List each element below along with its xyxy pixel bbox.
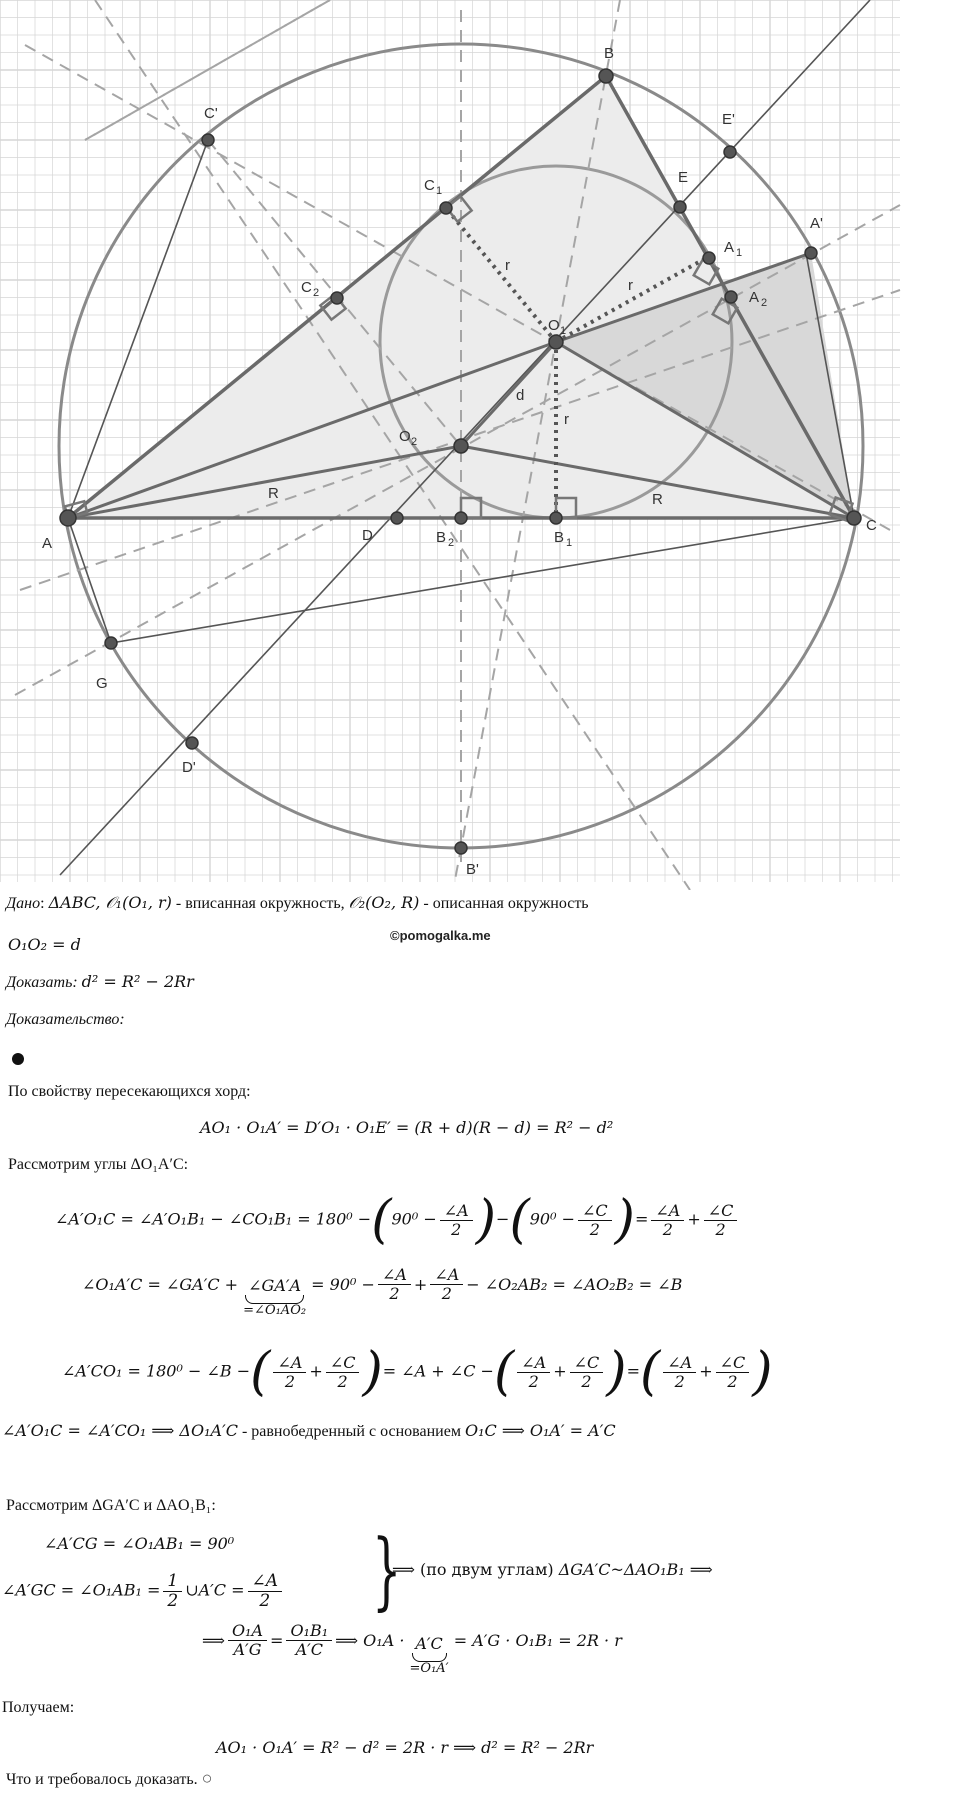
eq3-part-d: = bbox=[626, 1361, 640, 1381]
ratio-underbrace: A′C =O₁A′ bbox=[409, 1634, 449, 1676]
eq1-part-a: ∠A′O₁C = ∠A′O₁B₁ − ∠CO₁B₁ = 180⁰ − bbox=[55, 1209, 372, 1229]
sys2-part-a: ∠A′GC = ∠O₁AB₁ = bbox=[2, 1580, 161, 1600]
point-a2 bbox=[725, 291, 737, 303]
label-c1-sub: 1 bbox=[436, 185, 443, 197]
point-c2 bbox=[331, 292, 343, 304]
label-b1-sub: 1 bbox=[566, 537, 573, 549]
prove-label: Доказать: bbox=[6, 974, 78, 991]
system-line-2 bbox=[2, 1572, 285, 1610]
eq1-part-c: − bbox=[496, 1209, 510, 1229]
label-o2-sub: 2 bbox=[411, 436, 418, 448]
label-ap: A' bbox=[810, 215, 823, 232]
label-a2-sub: 2 bbox=[761, 297, 768, 309]
chords-equation: AO₁ · O₁A′ = D′O₁ · O₁E′ = (R + d)(R − d) = R² − d² bbox=[200, 1118, 614, 1137]
label-r-2: r bbox=[628, 277, 633, 294]
eq2-frac-a2: $\frac{\angle A}{2}$ bbox=[430, 1266, 463, 1302]
eq1-frac-c: $\frac{\angle C}{2}$ bbox=[578, 1202, 612, 1238]
point-ep bbox=[724, 146, 736, 158]
label-r-1: r bbox=[505, 257, 510, 274]
label-d: D bbox=[362, 527, 373, 544]
chords-title: По свойству пересекающихся хорд: bbox=[8, 1083, 251, 1100]
prove-line bbox=[6, 972, 194, 992]
sys2-part-b: ∪A′C = bbox=[185, 1580, 245, 1600]
equation-1 bbox=[55, 1190, 740, 1250]
ratio-part-c: = A′G · O₁B₁ = 2R · r bbox=[453, 1631, 622, 1650]
equation-2 bbox=[82, 1264, 683, 1318]
eq1-paren-close-1: ) bbox=[475, 1190, 497, 1250]
point-a1 bbox=[703, 252, 715, 264]
eq3-frac-a2: $\frac{\angle A}{2}$ bbox=[517, 1354, 550, 1390]
point-dp bbox=[186, 737, 198, 749]
ratio-frac-1: $\frac{\text{O₁A}}{A'G}$ bbox=[228, 1622, 267, 1658]
label-ep: E' bbox=[722, 111, 735, 128]
label-bp: B' bbox=[466, 861, 479, 878]
point-d bbox=[391, 512, 403, 524]
eq2-part-d: − ∠O₂AB₂ = ∠AO₂B₂ = ∠B bbox=[466, 1275, 683, 1294]
given-text-2: - описанная окружность bbox=[419, 895, 589, 912]
final-equation: AO₁ · O₁A′ = R² − d² = 2R · r ⟹ d² = R² − 2Rr bbox=[216, 1738, 594, 1757]
got-title: Получаем: bbox=[2, 1699, 75, 1716]
label-a1-sub: 1 bbox=[736, 247, 743, 259]
label-dp: D' bbox=[182, 759, 196, 776]
eq1-paren-open-1: ( bbox=[371, 1190, 392, 1250]
point-cp bbox=[202, 134, 214, 146]
point-b1 bbox=[550, 512, 562, 524]
angles-title: Рассмотрим углы ΔO₁A′C: bbox=[8, 1156, 189, 1173]
label-o1: O bbox=[548, 317, 560, 334]
point-g bbox=[105, 637, 117, 649]
label-o1-sub: 1 bbox=[560, 325, 567, 337]
concl-expr-1: ∠A′O₁C = ∠A′CO₁ ⟹ ΔO₁A′C bbox=[2, 1421, 238, 1440]
given-colon: : bbox=[40, 895, 49, 912]
eq3-frac-a3: $\frac{\angle A}{2}$ bbox=[663, 1354, 696, 1390]
label-b: B bbox=[604, 45, 615, 62]
point-ap bbox=[805, 247, 817, 259]
label-c2: C bbox=[301, 279, 312, 296]
label-c1: C bbox=[424, 177, 435, 194]
sys2-frac-a: $\frac{\angle A}{2}$ bbox=[248, 1572, 283, 1610]
given-line bbox=[6, 893, 589, 913]
point-b2 bbox=[455, 512, 467, 524]
point-c bbox=[847, 511, 861, 525]
eq1-part-b: 90⁰ − bbox=[391, 1209, 437, 1229]
label-g: G bbox=[96, 675, 108, 692]
point-a bbox=[60, 510, 76, 526]
eq3-frac-c3: $\frac{\angle C}{2}$ bbox=[716, 1354, 750, 1390]
label-b2-sub: 2 bbox=[448, 537, 455, 549]
eq2-part-a: ∠O₁A′C = ∠GA′C + bbox=[82, 1275, 239, 1294]
concl-text: - равнобедренный с основанием bbox=[237, 1423, 465, 1440]
eq3-frac-a: $\frac{\angle A}{2}$ bbox=[273, 1354, 306, 1390]
point-e bbox=[674, 201, 686, 213]
given-expr-1: ΔABC, 𝒪₁(O₁, r) bbox=[48, 893, 172, 912]
qed-text: Что и требовалось доказать. bbox=[6, 1771, 198, 1788]
eq1-frac-a: $\frac{\angle A}{2}$ bbox=[440, 1202, 473, 1238]
eq2-underbrace: ∠GA′A =∠O₁AO₂ bbox=[243, 1276, 307, 1318]
label-c2-sub: 2 bbox=[313, 287, 320, 299]
sys-result-text: ⟹ (по двум углам) bbox=[392, 1560, 559, 1579]
eq1-frac-c2: $\frac{\angle C}{2}$ bbox=[704, 1202, 738, 1238]
conclusion-isosceles bbox=[2, 1421, 616, 1441]
eq2-part-c: + bbox=[413, 1275, 428, 1294]
label-c: C bbox=[866, 517, 877, 534]
prove-expr: d² = R² − 2Rr bbox=[81, 972, 194, 991]
proof-label: Доказательство: bbox=[6, 1011, 125, 1028]
eq3-part-b: + bbox=[309, 1361, 323, 1381]
ratio-part-b: ⟹ O₁A · bbox=[335, 1631, 405, 1650]
label-b1: B bbox=[554, 529, 565, 546]
given-expr-2: 𝒪₂(O₂, R) bbox=[348, 893, 420, 912]
eq2-frac-a: $\frac{\angle A}{2}$ bbox=[378, 1266, 411, 1302]
label-cp: C' bbox=[204, 105, 218, 122]
eq1-part-f: + bbox=[687, 1209, 701, 1229]
eq1-part-d: 90⁰ − bbox=[529, 1209, 575, 1229]
label-a: A bbox=[42, 535, 53, 552]
sys-result-expr: ΔGA′C~ΔAO₁B₁ ⟹ bbox=[558, 1560, 713, 1579]
label-e: E bbox=[678, 169, 689, 186]
point-o2 bbox=[454, 439, 468, 453]
eq1-paren-close-2: ) bbox=[614, 1190, 635, 1250]
ratio-equation bbox=[202, 1620, 622, 1676]
system-line-1: ∠A′CG = ∠O₁AB₁ = 90⁰ bbox=[44, 1534, 235, 1553]
eq3-part-b3: + bbox=[699, 1361, 713, 1381]
equation-3: ∠A′CO₁ = 180⁰ − ∠B −( $\frac{\angle A}{2}$ + $\frac{\angle C}{2}$ )= ∠A + ∠C −( $\frac{\angle A}{2}$ + $\frac{\angle C}{2}$ )=( $\frac{\angle A}{2}$ + $\frac{\angle C}{2}$ ) bbox=[62, 1342, 773, 1402]
eq3-part-b2: + bbox=[553, 1361, 567, 1381]
qed-icon: ○ bbox=[201, 1768, 213, 1788]
sys2-half: $\frac{1}{2}$ bbox=[163, 1572, 182, 1610]
similar-title: Рассмотрим ΔGA′C и ΔAO₁B₁: bbox=[6, 1497, 216, 1514]
point-b bbox=[599, 69, 613, 83]
label-big-r-2: R bbox=[652, 491, 663, 508]
eq3-part-a: ∠A′CO₁ = 180⁰ − ∠B − bbox=[62, 1361, 251, 1381]
bullet-icon bbox=[12, 1053, 24, 1065]
ratio-frac-2: $\frac{\text{O₁B₁}}{A'C}$ bbox=[286, 1622, 332, 1658]
system-brace: } bbox=[372, 1521, 402, 1619]
label-r-3: r bbox=[564, 411, 569, 428]
label-big-r-1: R bbox=[268, 485, 279, 502]
watermark: ©pomogalka.me bbox=[390, 928, 491, 943]
point-c1 bbox=[440, 202, 452, 214]
eq3-frac-c: $\frac{\angle C}{2}$ bbox=[326, 1354, 360, 1390]
eq3-frac-c2: $\frac{\angle C}{2}$ bbox=[570, 1354, 604, 1390]
label-a1: A bbox=[724, 239, 735, 256]
ratio-part-a: ⟹ bbox=[202, 1631, 225, 1650]
label-b2: B bbox=[436, 529, 447, 546]
eq2-part-b: = 90⁰ − bbox=[311, 1275, 375, 1294]
given-text-1: - вписанная окружность, bbox=[171, 895, 349, 912]
label-o2: O bbox=[399, 428, 411, 445]
geometry-figure bbox=[0, 0, 960, 890]
eq1-frac-a2: $\frac{\angle A}{2}$ bbox=[651, 1202, 684, 1238]
qed-line bbox=[6, 1768, 212, 1789]
eq1-part-e: = bbox=[634, 1209, 649, 1229]
given-label: Дано bbox=[6, 895, 41, 912]
ratio-eq: = bbox=[270, 1631, 284, 1650]
point-o1 bbox=[549, 335, 563, 349]
eq3-part-c: = ∠A + ∠C − bbox=[382, 1361, 494, 1381]
point-bp bbox=[455, 842, 467, 854]
eq1-paren-open-2: ( bbox=[509, 1190, 530, 1250]
system-result bbox=[392, 1560, 713, 1580]
label-d-segment: d bbox=[516, 387, 525, 404]
label-a2: A bbox=[749, 289, 760, 306]
concl-expr-2: O₁C ⟹ O₁A′ = A′C bbox=[464, 1421, 616, 1440]
given-distance: O₁O₂ = d bbox=[8, 935, 81, 954]
